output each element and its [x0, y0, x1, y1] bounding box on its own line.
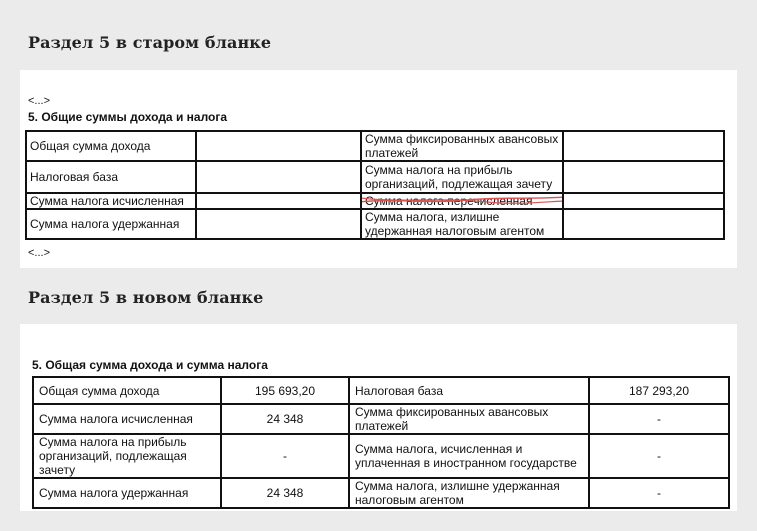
- ellipsis-top: <...>: [28, 95, 51, 107]
- cell-value: [196, 193, 361, 209]
- struck-label: Сумма налога перечисленная: [365, 194, 533, 208]
- cell-value: [563, 131, 724, 161]
- cell-label: Сумма налога удержанная: [33, 478, 221, 508]
- cell-label: Сумма фиксированных авансовых платежей: [349, 404, 589, 434]
- struck-cell: [361, 193, 563, 209]
- cell-value: [196, 161, 361, 193]
- old-section-title: 5. Общие суммы дохода и налога: [28, 110, 228, 124]
- new-form-heading: Раздел 5 в новом бланке: [28, 288, 264, 307]
- cell-value: -: [589, 478, 729, 508]
- struck-text-wrap: [365, 194, 532, 208]
- cell-value: 187 293,20: [589, 377, 729, 404]
- cell-value: 24 348: [221, 478, 349, 508]
- cell-value: 24 348: [221, 404, 349, 434]
- cell-value: 195 693,20: [221, 377, 349, 404]
- cell-label: Сумма налога исчисленная: [26, 193, 196, 209]
- table-row: [26, 193, 724, 209]
- cell-value: [196, 209, 361, 239]
- table-row: [33, 434, 729, 478]
- cell-value: [563, 161, 724, 193]
- cell-label: Сумма налога удержанная: [26, 209, 196, 239]
- cell-value: -: [589, 404, 729, 434]
- cell-value: [196, 131, 361, 161]
- red-strikethrough-icon: [361, 193, 563, 209]
- cell-label: Сумма налога, исчисленная и уплаченная в иностранном государстве: [349, 434, 589, 478]
- cell-label: Налоговая база: [26, 161, 196, 193]
- cell-label: Сумма налога исчисленная: [33, 404, 221, 434]
- cell-label: Общая сумма дохода: [33, 377, 221, 404]
- old-form-table: [25, 130, 725, 240]
- table-row: [26, 161, 724, 193]
- cell-value: [563, 193, 724, 209]
- table-row: [26, 131, 724, 161]
- table-row: [26, 209, 724, 239]
- cell-label: Налоговая база: [349, 377, 589, 404]
- cell-value: [563, 209, 724, 239]
- cell-value: -: [221, 434, 349, 478]
- table-row: [33, 404, 729, 434]
- cell-label: Сумма фиксированных авансовых платежей: [361, 131, 563, 161]
- old-form-heading: Раздел 5 в старом бланке: [28, 33, 272, 52]
- table-row: [33, 377, 729, 404]
- cell-label: Сумма налога на прибыль организаций, подлежащая зачету: [33, 434, 221, 478]
- cell-label: Общая сумма дохода: [26, 131, 196, 161]
- new-section-title: 5. Общая сумма дохода и сумма налога: [32, 358, 268, 372]
- cell-label: Сумма налога, излишне удержанная налоговым агентом: [349, 478, 589, 508]
- cell-label: Сумма налога, излишне удержанная налоговым агентом: [361, 209, 563, 239]
- cell-value: -: [589, 434, 729, 478]
- old-form-panel: [20, 70, 737, 268]
- new-form-panel: [20, 324, 737, 511]
- cell-label: Сумма налога на прибыль организаций, подлежащая зачету: [361, 161, 563, 193]
- new-form-table: [32, 376, 730, 509]
- table-row: [33, 478, 729, 508]
- ellipsis-bottom: <...>: [28, 247, 51, 259]
